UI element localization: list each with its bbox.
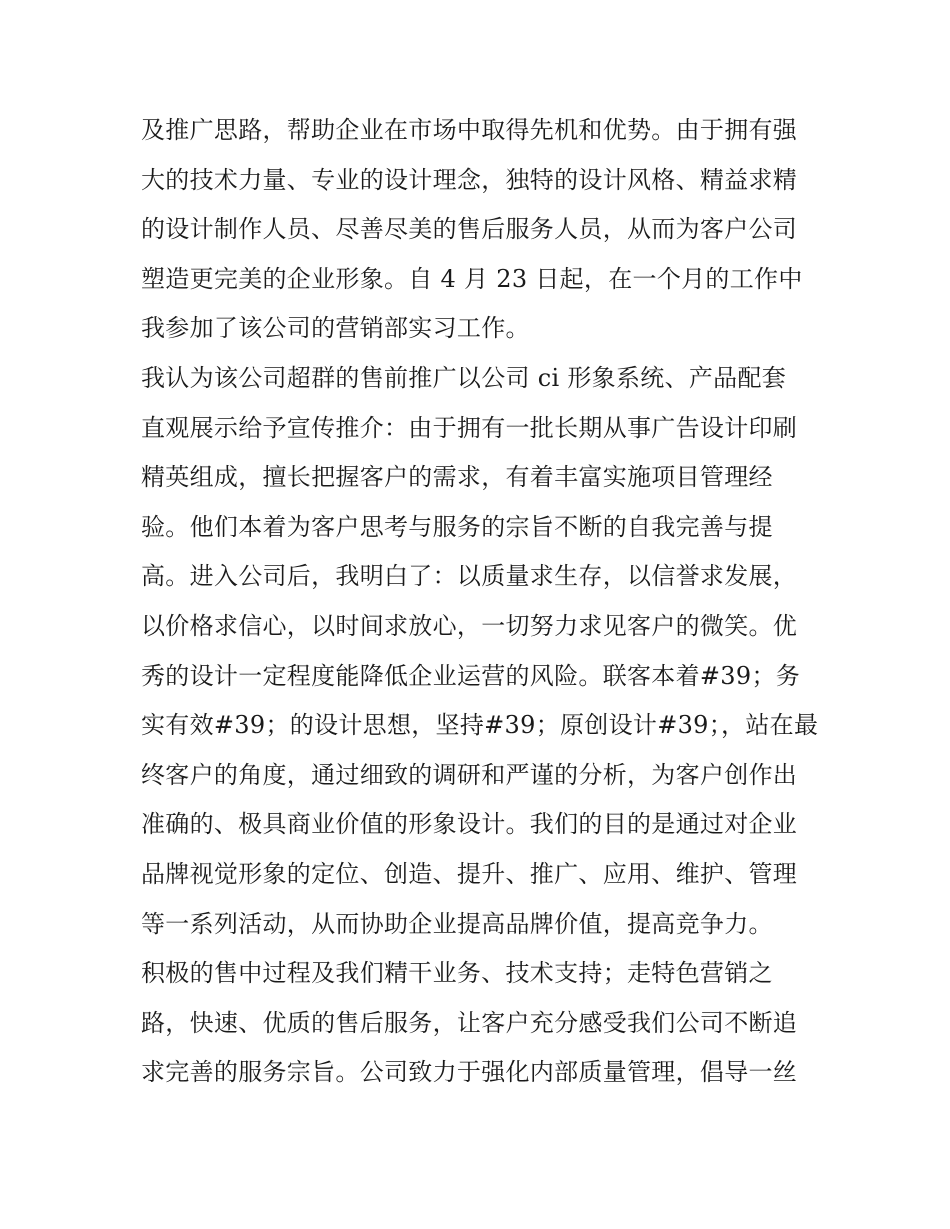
- text-line-13: 实有效#39；的设计思想，坚持#39；原创设计#39；，站在最: [141, 711, 819, 740]
- text-line-8: 精英组成，擅长把握客户的需求，有着丰富实施项目管理经: [141, 463, 773, 492]
- text-line-12: 秀的设计一定程度能降低企业运营的风险。联客本着#39；务: [141, 661, 801, 690]
- text-line-9: 验。他们本着为客户思考与服务的宗旨不断的自我完善与提: [141, 512, 773, 541]
- text-line-14: 终客户的角度，通过细致的调研和严谨的分析，为客户创作出: [141, 760, 798, 789]
- text-line-10: 高。进入公司后，我明白了：以质量求生存，以信誉求发展，: [141, 562, 798, 591]
- text-line-1: 及推广思路，帮助企业在市场中取得先机和优势。由于拥有强: [141, 116, 798, 144]
- body-text: [141, 106, 821, 1098]
- text-line-7: 直观展示给予宣传推介：由于拥有一批长期从事广告设计印刷: [141, 413, 798, 442]
- text-line-20: 求完善的服务宗旨。公司致力于强化内部质量管理，倡导一丝: [141, 1058, 798, 1087]
- text-line-16: 品牌视觉形象的定位、创造、提升、推广、应用、维护、管理: [141, 859, 798, 888]
- text-line-4: 塑造更完美的企业形象。自 4 月 23 日起，在一个月的工作中: [141, 264, 803, 293]
- text-line-15: 准确的、极具商业价值的形象设计。我们的目的是通过对企业: [141, 810, 798, 839]
- text-line-17: 等一系列活动，从而协助企业提高品牌价值，提高竞争力。: [141, 909, 773, 938]
- text-line-11: 以价格求信心，以时间求放心，一切努力求见客户的微笑。优: [141, 611, 798, 640]
- text-line-2: 大的技术力量、专业的设计理念，独特的设计风格、精益求精: [141, 165, 798, 194]
- text-line-19: 路，快速、优质的售后服务，让客户充分感受我们公司不断追: [141, 1008, 798, 1037]
- text-line-3: 的设计制作人员、尽善尽美的售后服务人员，从而为客户公司: [141, 215, 798, 244]
- text-line-6: 我认为该公司超群的售前推广以公司 ci 形象系统、产品配套: [141, 363, 787, 392]
- text-line-18: 积极的售中过程及我们精干业务、技术支持；走特色营销之: [141, 959, 773, 988]
- text-line-5: 我参加了该公司的营销部实习工作。: [141, 314, 530, 343]
